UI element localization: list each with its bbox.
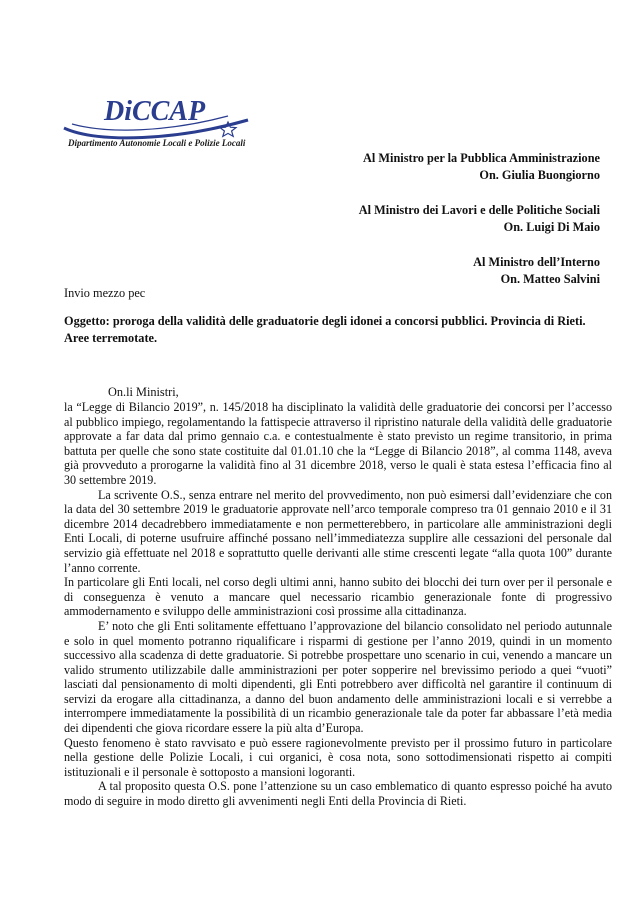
organization-logo — [58, 94, 270, 158]
recipient-name: On. Matteo Salvini — [500, 272, 600, 286]
body-paragraph: La scrivente O.S., senza entrare nel merito del provvedimento, non può esimersi dall’evidenziare che con la data del 30 settembre 2019 le graduatorie approvate nell’arco temporale compreso tra 01 gennaio 2010 e il 31 dicembre 2014 decadrebbero immediatamente e non permetterebbero, in particolare alle amministrazioni degli Enti Locali, di poterne usufruire affinché possano nell’immediatezza supplire alle cessazioni del personale dal servizio già effettuate nel 2018 e soprattutto quelle derivanti alle stime crescenti legate “alla quota 100” durante l’anno corrente. — [64, 487, 612, 575]
recipient-name: On. Giulia Buongiorno — [479, 168, 600, 182]
letter-body — [64, 400, 612, 809]
body-paragraph: E’ noto che gli Enti solitamente effettuano l’approvazione del bilancio consolidato nel periodo autunnale e solo in quel momento potranno riqualificare i risparmi di gestione per l’anno 2019, quindi in un momento successivo alla scadenza di dette graduatorie. Si potrebbe prospettare uno scenario in cui, venendo a mancare un valido strumento utilizzabile dalle amministrazioni per poter sopperire nel brevissimo periodo a quei “vuoti” lasciati dal pensionamento di molti dipendenti, gli Enti potrebbero aver difficoltà nel garantire il continuum di servizi da erogare alla cittadinanza, a danno del buon andamento delle amministrazioni locali e si verrebbe a interrompere immediatamente la possibilità di un ricambio generazionale tale da poter far abbassare l’età media dei dipendenti che giova ricordare essere la più alta d’Europa. — [64, 618, 612, 736]
logo-subtitle: Dipartimento Autonomie Locali e Polizie Locali — [68, 138, 246, 148]
delivery-method: Invio mezzo pec — [64, 286, 146, 300]
logo-text: DiCCAP — [104, 96, 206, 127]
salutation: On.li Ministri, — [108, 385, 179, 399]
recipient-office: Al Ministro dell’Interno — [473, 255, 600, 269]
recipient-name: On. Luigi Di Maio — [503, 220, 600, 234]
recipient-2 — [359, 202, 600, 236]
recipient-office: Al Ministro dei Lavori e delle Politiche Sociali — [358, 203, 600, 217]
body-paragraph: la “Legge di Bilancio 2019”, n. 145/2018 ha disciplinato la validità delle graduatorie dei concorsi per l’accesso al pubblico impiego, regolamentando la fattispecie attraverso il ripristino naturale della validità delle graduatorie approvate a far data dal primo gennaio c.a. e contestualmente è stato previsto un regime transitorio, in prima battuta per quelle che sono state costituite dal 01.01.10 che la “Legge di Bilancio 2018”, al comma 1148, aveva già provveduto a prorogarne la validità fino al 31 dicembre 2018, verso le quali è stata estesa l’efficacia fino al 30 settembre 2019. — [64, 400, 612, 487]
recipient-3 — [359, 254, 600, 288]
letter-subject: Oggetto: proroga della validità delle graduatorie degli idonei a concorsi pubblici. Provincia di Rieti. Aree terremotate. — [64, 314, 586, 345]
recipient-1 — [359, 150, 600, 184]
recipient-office: Al Ministro per la Pubblica Amministrazione — [363, 151, 600, 165]
logo-swoosh-icon — [58, 94, 270, 158]
body-paragraph: A tal proposito questa O.S. pone l’attenzione su un caso emblematico di quanto espresso poiché ha avuto modo di seguire in modo diretto gli avvenimenti negli Enti della Provincia di Rieti. — [64, 779, 612, 809]
body-paragraph: Questo fenomeno è stato ravvisato e può essere ragionevolmente previsto per il prossimo futuro in particolare nella gestione delle Polizie Locali, i cui organici, è cosa nota, sono sottodimensionati rispetto ai compiti istituzionali e il personale è sottoposto a mansioni logoranti. — [64, 735, 612, 779]
body-paragraph: In particolare gli Enti locali, nel corso degli ultimi anni, hanno subito dei blocchi dei turn over per il personale e di conseguenza è venuto a mancare quel necessario ricambio generazionale fonte di progressivo ammodernamento e sviluppo delle amministrazioni così prossime alla cittadinanza. — [64, 575, 612, 619]
recipients-block — [359, 150, 600, 306]
